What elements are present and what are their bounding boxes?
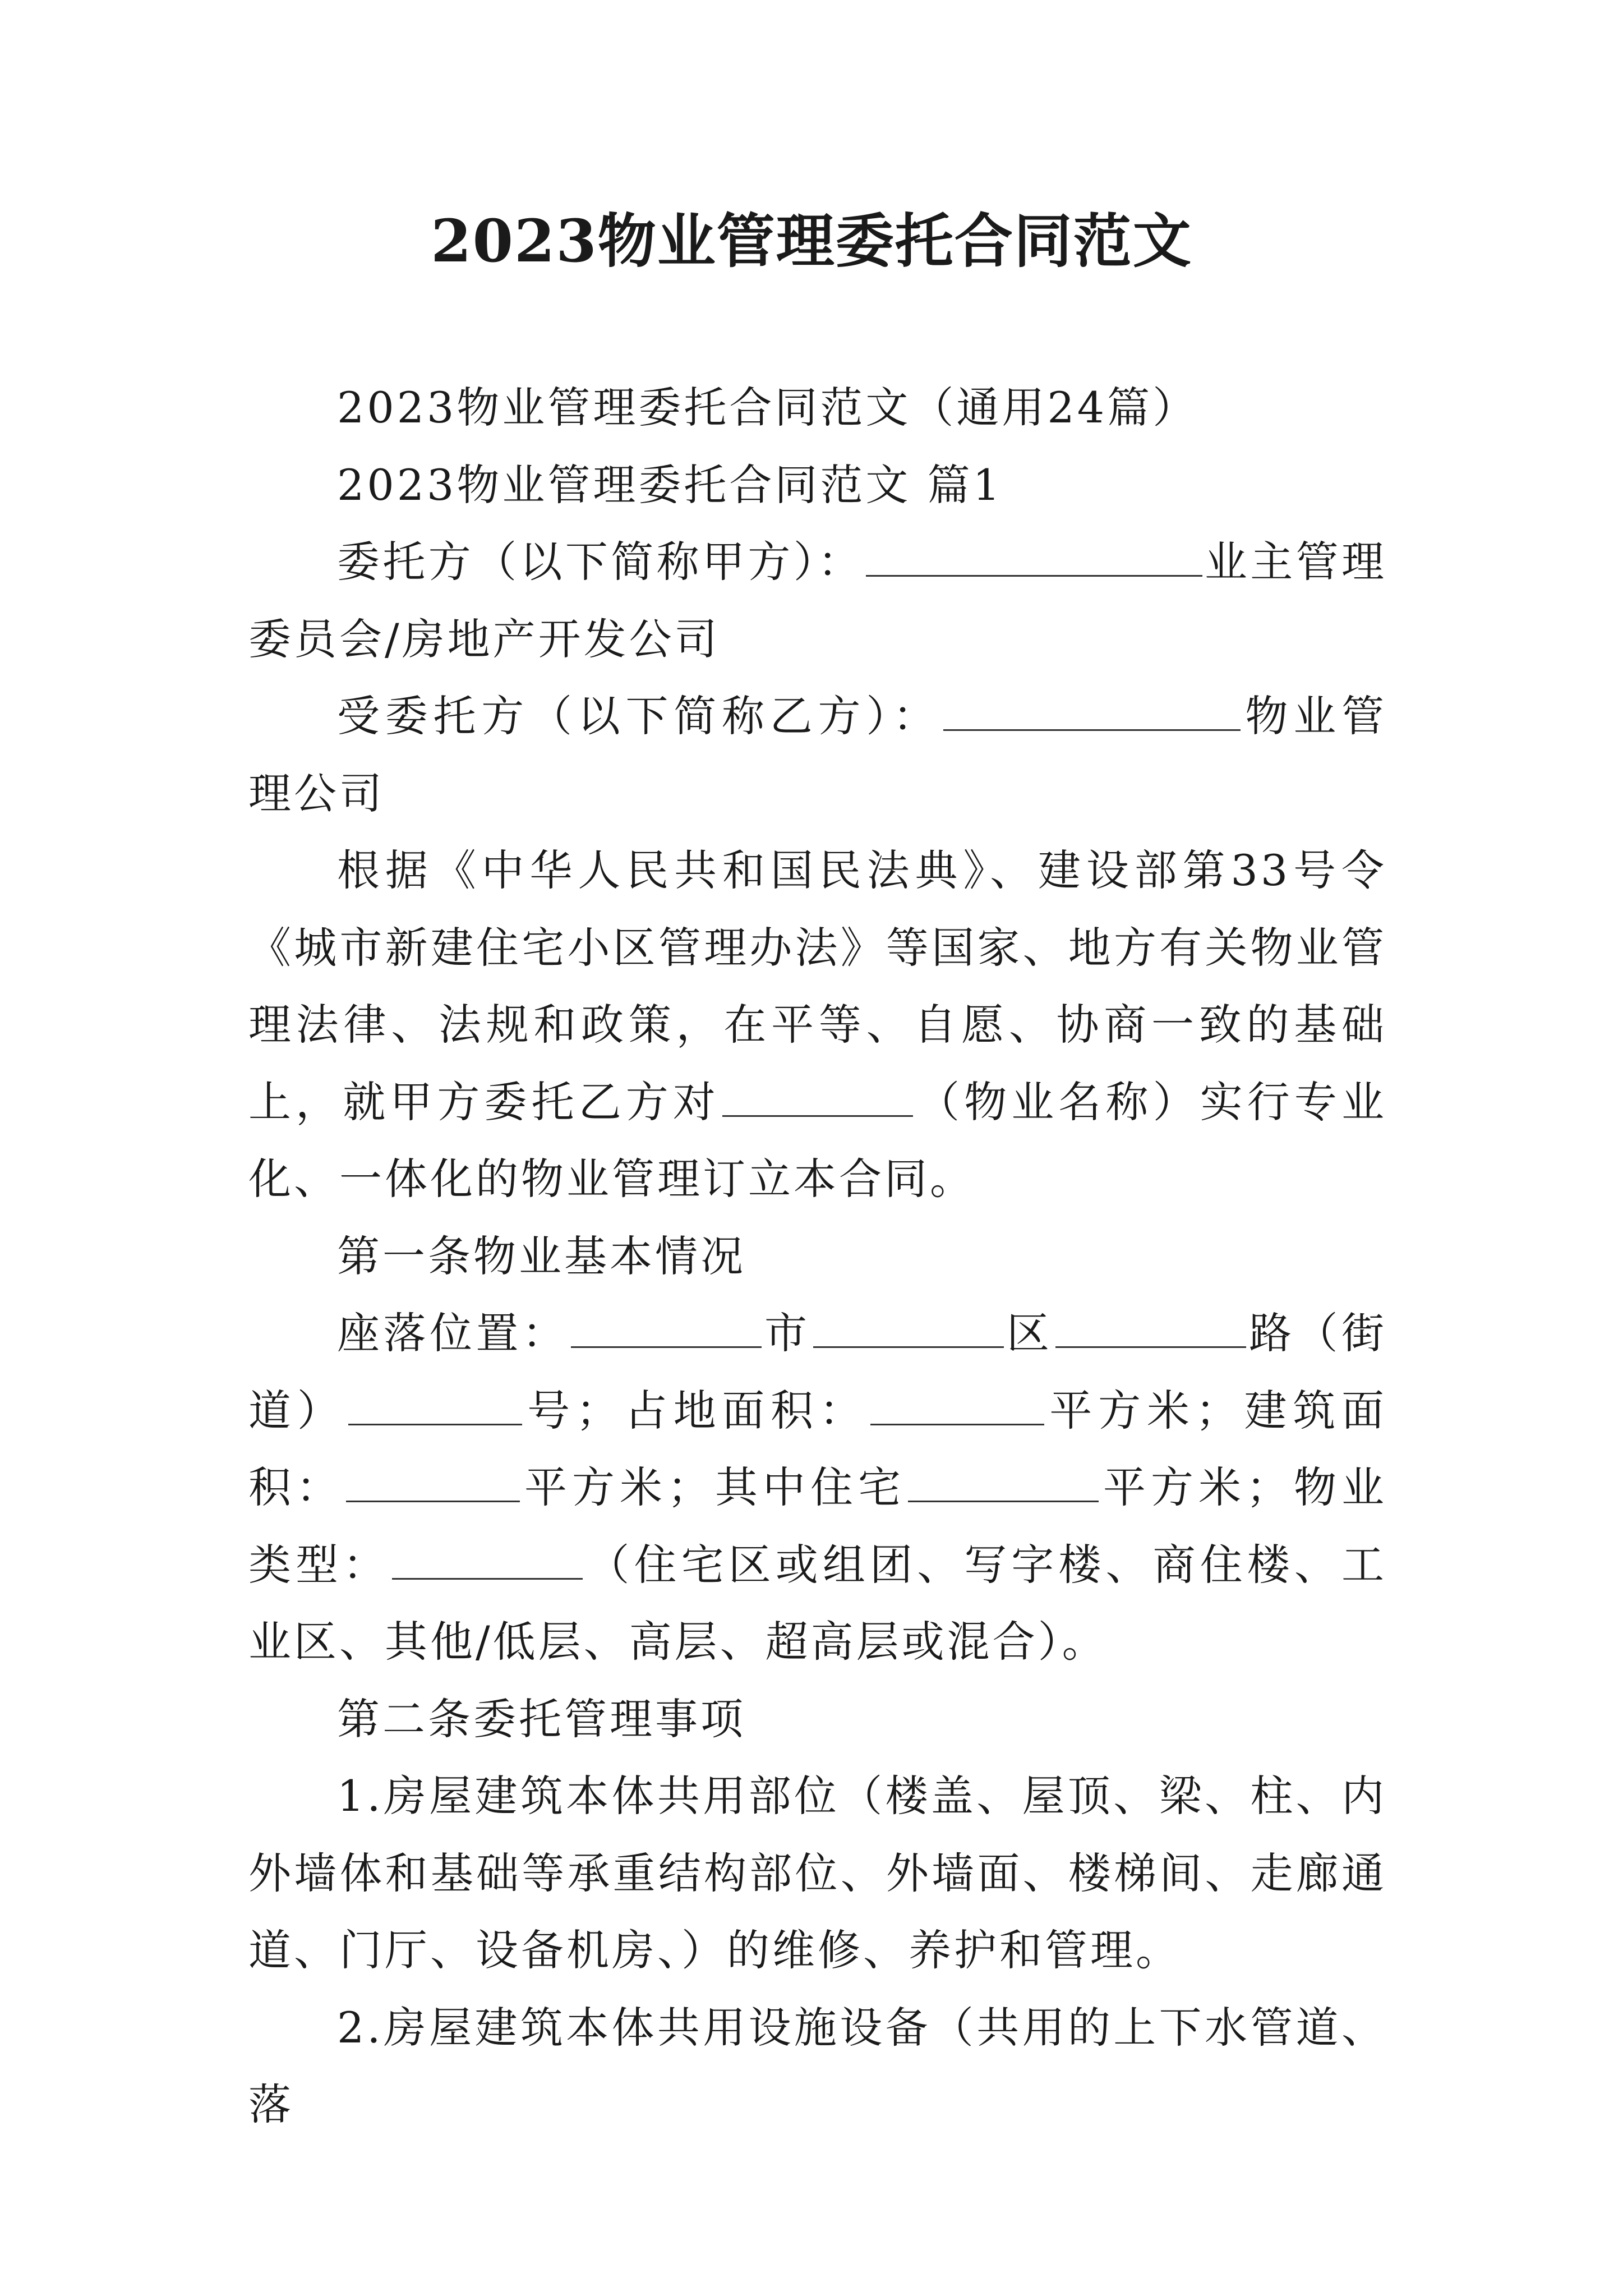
paragraph-article-2-heading: 第二条委托管理事项	[337, 1694, 746, 1744]
basis-text-end: （物业名称）实行专业化、一体化的物业管理订立本合同。	[248, 1076, 1387, 1204]
property-type-blank	[392, 1539, 583, 1580]
paragraph-party-a	[248, 523, 1387, 678]
paragraph-party-b	[248, 678, 1387, 832]
document-body	[248, 369, 1387, 2143]
residential-area-label: 平方米；其中住宅	[522, 1462, 906, 1512]
party-a-label: 委托方（以下简称甲方）：	[337, 537, 864, 587]
city-blank	[571, 1307, 762, 1348]
property-type-label: 平方米；物业类型：	[248, 1462, 1387, 1590]
road-blank	[1055, 1307, 1246, 1348]
property-type-options: （住宅区或组团、写字楼、商住楼、工业区、其他/低层、高层、超高层或混合）。	[248, 1539, 1387, 1667]
land-area-blank	[870, 1384, 1044, 1425]
road-label: 路（街道）	[248, 1308, 1387, 1435]
land-area-label: 号；占地面积：	[524, 1385, 868, 1435]
city-label: 市	[763, 1308, 811, 1358]
paragraph-subtitle: 2023物业管理委托合同范文（通用24篇）	[337, 383, 1198, 432]
paragraph-section-heading: 2023物业管理委托合同范文 篇1	[337, 459, 1003, 510]
number-blank	[348, 1384, 522, 1425]
location-label: 座落位置：	[337, 1308, 569, 1358]
building-area-label: 平方米；建筑面积：	[248, 1385, 1387, 1512]
document-title: 2023物业管理委托合同范文	[431, 206, 1192, 275]
party-a-suffix: 业主管理委员会/房地产开发公司	[248, 537, 1387, 664]
paragraph-basis	[248, 832, 1387, 1218]
district-label: 区	[1006, 1308, 1053, 1358]
property-name-blank	[722, 1076, 913, 1117]
basis-text: 根据《中华人民共和国民法典》、建设部第33号令《城市新建住宅小区管理办法》等国家、地方有关物业管理法律、法规和政策，在平等、自愿、协商一致的基础上，就甲方委托乙方对	[248, 845, 1387, 1127]
party-b-label: 受委托方（以下简称乙方）：	[337, 691, 941, 741]
party-a-blank	[866, 536, 1202, 577]
paragraph-item-1: 1.房屋建筑本体共用部位（楼盖、屋顶、梁、柱、内外墙体和基础等承重结构部位、外墙面、楼梯间、走廊通道、门厅、设备机房、）的维修、养护和管理。	[248, 1771, 1387, 1975]
building-area-blank	[346, 1461, 520, 1502]
party-b-suffix: 物业管理公司	[248, 691, 1387, 818]
residential-area-blank	[908, 1461, 1099, 1502]
district-blank	[813, 1307, 1004, 1348]
paragraph-item-2: 2.房屋建筑本体共用设施设备（共用的上下水管道、落	[248, 2002, 1387, 2129]
party-b-blank	[943, 690, 1241, 731]
paragraph-article-1-heading: 第一条物业基本情况	[337, 1231, 746, 1281]
paragraph-article-1-details	[248, 1295, 1387, 1681]
